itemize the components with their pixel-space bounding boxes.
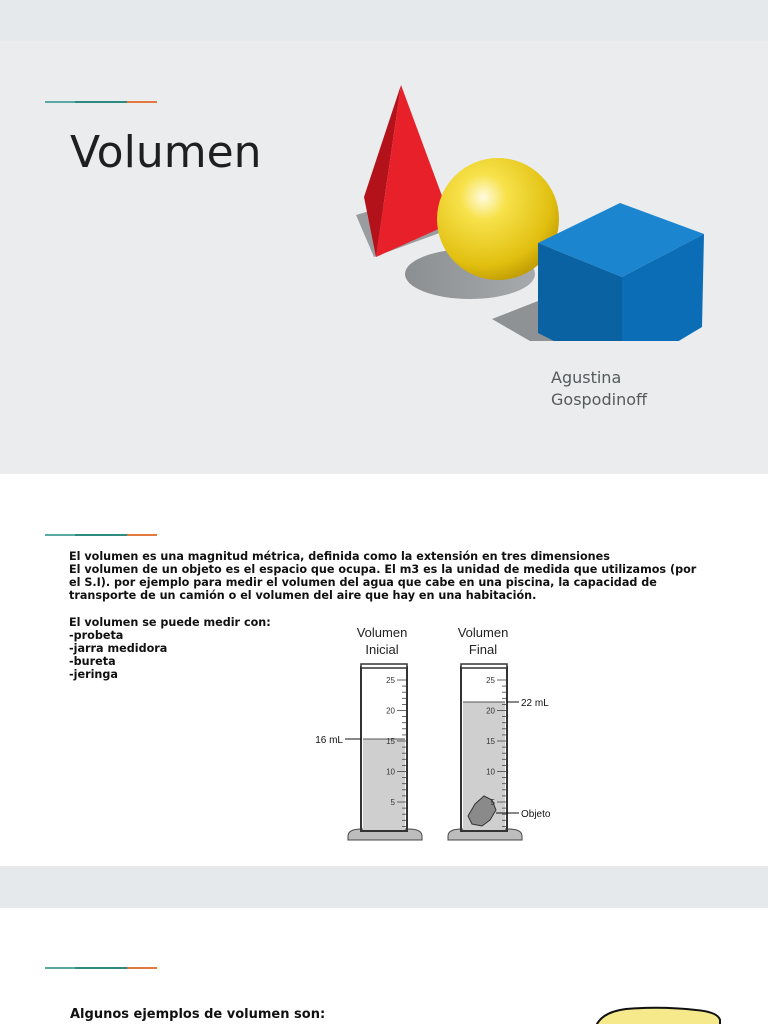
left-cylinder (348, 664, 422, 840)
right-cylinder (448, 664, 522, 840)
list-item: -probeta (69, 629, 124, 642)
accent-line (45, 967, 157, 969)
object-label: Objeto (521, 809, 551, 820)
scale-label: 10 (386, 767, 395, 777)
scale-label: 25 (386, 676, 395, 685)
initial-reading-label: 16 mL (315, 735, 343, 746)
title-slide (0, 41, 768, 474)
definition-slide (0, 474, 768, 866)
examples-heading: Algunos ejemplos de volumen son: (70, 1007, 326, 1022)
graduated-cylinders-figure (300, 620, 580, 850)
scale-label: 5 (390, 798, 395, 807)
list-heading: El volumen se puede medir con: (69, 616, 271, 629)
scale-label: 20 (386, 706, 395, 716)
list-item: -bureta (69, 655, 116, 668)
right-title-1: Volumen (457, 625, 509, 640)
examples-slide (0, 908, 768, 1024)
scale-label: 15 (386, 737, 395, 746)
slide-title: Volumen (70, 127, 262, 178)
paragraph-1: El volumen es una magnitud métrica, definida como la extensión en tres dimensiones (69, 550, 610, 563)
left-title-2: Inicial (365, 642, 399, 657)
scale-label: 25 (486, 676, 495, 685)
list-item: -jeringa (69, 668, 118, 681)
author-name: Agustina Gospodinoff (551, 368, 648, 409)
accent-line (45, 101, 157, 103)
measuring-tools-list (69, 616, 271, 681)
scale-label: 10 (486, 767, 495, 777)
scale-label: 20 (486, 706, 495, 716)
geometric-shapes-image (350, 81, 710, 341)
scale-label: 15 (486, 737, 495, 746)
example-illustration (592, 1006, 732, 1024)
final-reading-label: 22 mL (521, 698, 549, 709)
list-item: -jarra medidora (69, 642, 168, 655)
paragraph-2: El volumen de un objeto es el espacio que ocupa. El m3 es la unidad de medida que utilizamos (por el S.I). por ejemplo para medir el volumen del agua que cabe en una piscina, la capacidad de transporte de un camión o el volumen del aire que hay en una habitación. (69, 563, 697, 602)
accent-line (45, 534, 157, 536)
left-title-1: Volumen (356, 625, 408, 640)
definition-text (69, 550, 709, 602)
scale-label: 5 (490, 798, 495, 807)
right-title-2: Final (468, 642, 498, 657)
